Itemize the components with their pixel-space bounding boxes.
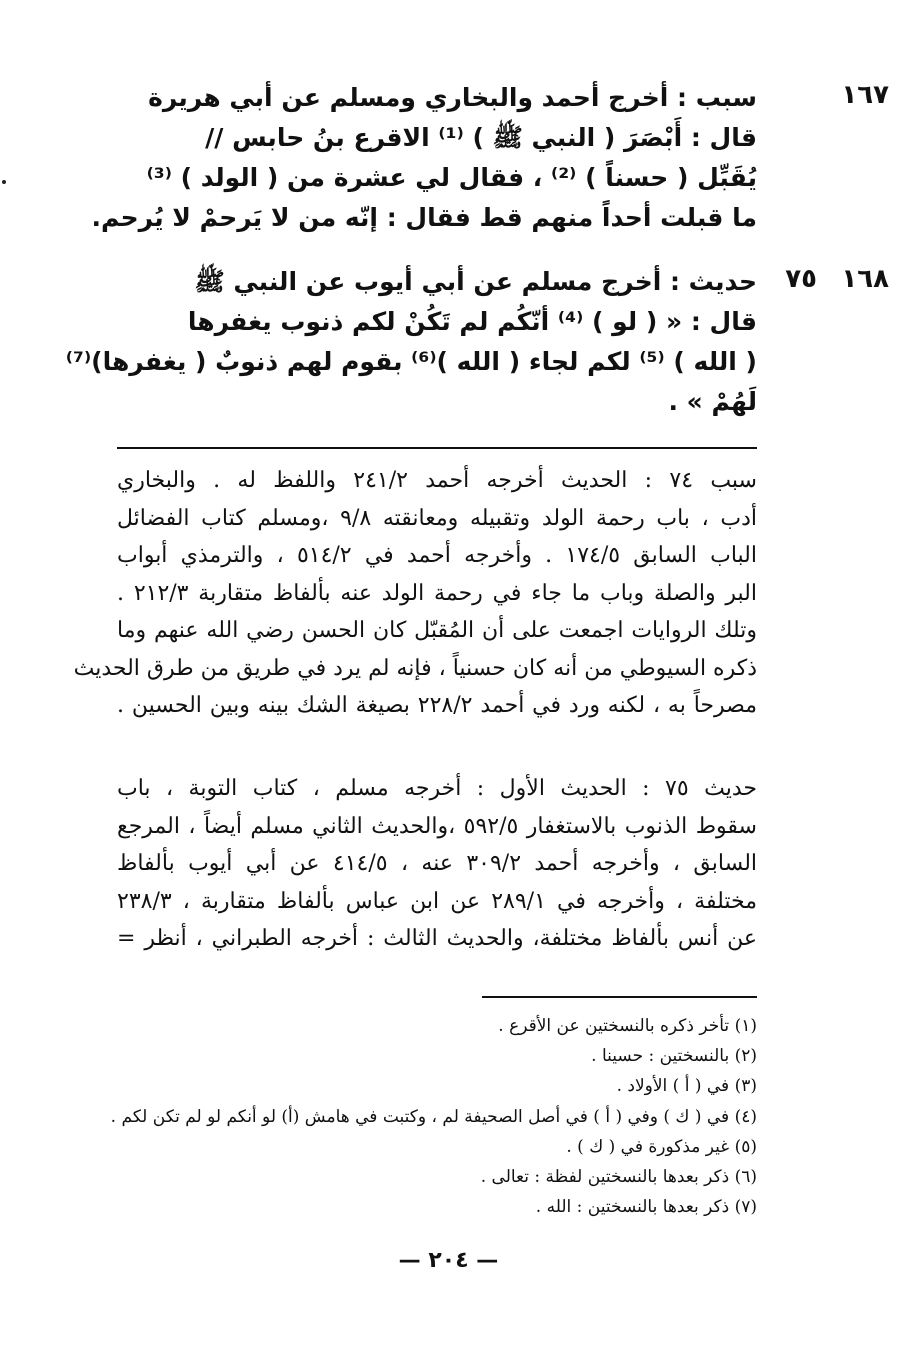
page-number: — ٢٠٤ — <box>398 1248 499 1273</box>
entry-167 <box>91 78 889 238</box>
entry-line: ما قبلت أحداً منهم قط فقال : إنّه من لا يَرحمْ لا يُرحم. <box>91 203 757 232</box>
entry-number: ١٦٨ <box>841 264 889 294</box>
commentary-line: مصرحاً به ، لكنه ورد في أحمد ٢٢٨/٢ بصيغة الشك بينه وبين الحسين . <box>117 693 758 718</box>
footnote: (٢) بالنسختين : حسينا . <box>591 1046 757 1067</box>
entry-number-group <box>757 78 897 118</box>
entry-number-group <box>757 262 897 302</box>
commentary-line: أدب ، باب رحمة الولد وتقبيله ومعانقته ٩/٨ ،ومسلم كتاب الفضائل <box>117 505 757 531</box>
commentary-line: ذكره السيوطي من أنه كان حسنياً ، فإنه لم يرد في طريق من طرق الحديث <box>73 655 757 681</box>
section-divider <box>117 447 757 449</box>
commentary-line: عن أنس بألفاظ مختلفة، والحديث الثالث : أخرجه الطبراني ، أنظر = <box>117 926 757 951</box>
commentary-line: حديث ٧٥ : الحديث الأول : أخرجه مسلم ، كتاب التوبة ، باب <box>117 776 758 801</box>
entry-line: حديث : أخرج مسلم عن أبي أيوب عن النبي ﷺ <box>194 267 757 296</box>
commentary-75 <box>117 770 757 958</box>
entry-line: لَهُمْ » . <box>668 387 757 416</box>
footnote: (١) تأخر ذكره بالنسختين عن الأقرع . <box>498 1016 757 1036</box>
entry-line: قال : « ( لو ) ⁽⁴⁾ أنّكُم لم تَكُنْ لكم ذنوب يغفرها <box>187 307 757 336</box>
commentary-line: سبب ٧٤ : الحديث أخرجه أحمد ٢٤١/٢ واللفظ له . والبخاري <box>117 468 757 493</box>
entry-168 <box>65 262 889 422</box>
entry-secondary-number: ٧٥ <box>785 264 817 294</box>
commentary-line: الباب السابق ١٧٤/٥ . وأخرجه أحمد في ٥١٤/٢ ، والترمذي أبواب <box>117 543 757 568</box>
commentary-line: البر والصلة وباب ما جاء في رحمة الولد عنه بألفاظ متقاربة ٢١٢/٣ . <box>117 580 757 606</box>
commentary-line: وتلك الروايات اجمعت على أن المُقبّل كان الحسن رضي الله عنهم وما <box>117 618 758 643</box>
footnote: (٦) ذكر بعدها بالنسختين لفظة : تعالى . <box>480 1166 757 1187</box>
footnote-divider <box>482 996 757 998</box>
scan-margin-mark <box>2 180 6 184</box>
entry-number: ١٦٧ <box>841 80 889 110</box>
footnote: (٧) ذكر بعدها بالنسختين : الله . <box>535 1197 757 1218</box>
commentary-line: مختلفة ، وأخرجه في ٢٨٩/١ عن ابن عباس بألفاظ متقاربة ، ٢٣٨/٣ <box>117 888 757 914</box>
commentary-line: السابق ، وأخرجه أحمد ٣٠٩/٢ عنه ، ٤١٤/٥ عن أبي أيوب بألفاظ <box>117 851 758 876</box>
entry-line: ( الله ) ⁽⁵⁾ لكم لجاء ( الله )⁽⁶⁾ بقوم لهم ذنوبٌ ( يغفرها)⁽⁷⁾ <box>65 347 757 376</box>
commentary-74 <box>73 462 758 725</box>
entry-line: يُقَبِّل ( حسناً ) ⁽²⁾ ، فقال لي عشرة من ( الولد ) ⁽³⁾ <box>146 163 757 192</box>
commentary-line: سقوط الذنوب بالاستغفار ٥٩٢/٥ ،والحديث الثاني مسلم أيضاً ، المرجع <box>117 813 757 839</box>
footnote: (٥) غير مذكورة في ( ك ) . <box>566 1136 757 1157</box>
entry-line: قال : أَبْصَرَ ( النبي ﷺ ) ⁽¹⁾ الاقرع بنُ حابس // <box>205 123 757 152</box>
footnotes <box>110 1011 757 1222</box>
entry-line: سبب : أخرج أحمد والبخاري ومسلم عن أبي هريرة <box>148 83 757 112</box>
footnote: (٣) في ( أ ) الأولاد . <box>616 1076 757 1097</box>
footnote: (٤) في ( ك ) وفي ( أ ) في أصل الصحيفة لم ، وكتبت في هامش (أ) لو أنكم لو لم تكن لكم . <box>110 1106 757 1127</box>
